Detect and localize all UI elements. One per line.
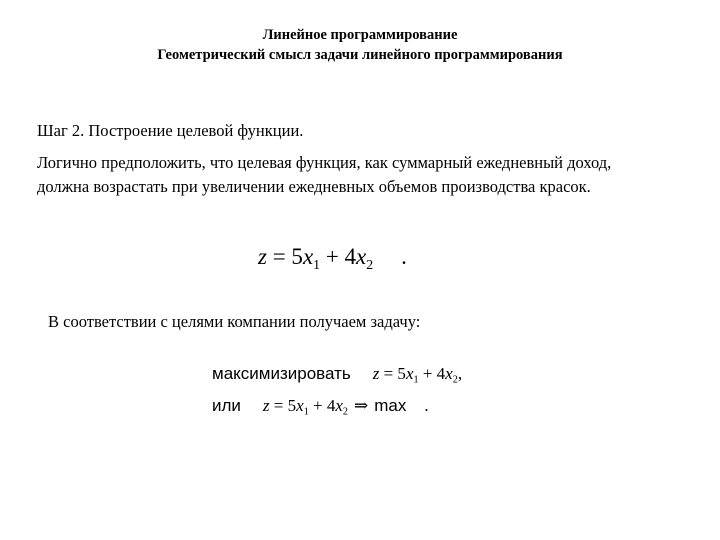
formula-variable-x1: x	[302, 244, 314, 269]
page-subtitle: Геометрический смысл задачи линейного программирования	[157, 47, 563, 63]
step-heading: Шаг 2. Построение целевой функции.	[37, 121, 304, 140]
formula-subscript-1: 1	[303, 406, 309, 418]
formula-variable-x1: x	[405, 364, 414, 383]
max-label: max	[374, 396, 407, 415]
formula-variable-x2: x	[335, 396, 343, 415]
formula-subscript-1: 1	[413, 374, 419, 386]
formula-subscript-2: 2	[452, 374, 458, 386]
maximize-formula	[212, 364, 462, 384]
formula-variable-z: z	[262, 396, 270, 415]
formula-eq-coef: = 5	[266, 244, 303, 269]
implies-arrow-icon: ⇒	[354, 396, 369, 415]
formula-plus-coef: + 4	[308, 396, 336, 415]
formula-variable-z: z	[372, 364, 380, 383]
formula-eq-coef: = 5	[269, 396, 297, 415]
paragraph-line-2: должна возрастать при увеличении ежедневных объемов производства красок.	[37, 177, 591, 196]
or-formula	[212, 396, 429, 416]
formula-subscript-1: 1	[313, 256, 321, 272]
formula-subscript-2: 2	[366, 256, 374, 272]
page-title: Линейное программирование	[262, 27, 458, 43]
formula-subscript-2: 2	[342, 406, 349, 418]
objective-function-formula	[258, 244, 407, 270]
formula-period: .	[401, 244, 407, 269]
formula-eq-coef: = 5	[379, 364, 406, 383]
or-label: или	[212, 396, 241, 415]
formula-comma: ,	[457, 364, 463, 383]
task-intro: В соответствии с целями компании получаем задачу:	[48, 312, 421, 331]
formula-plus-coef: + 4	[320, 244, 357, 269]
formula-variable-x2: x	[445, 364, 453, 383]
formula-variable-x1: x	[296, 396, 304, 415]
formula-variable-z: z	[258, 244, 267, 269]
formula-period: .	[424, 396, 429, 415]
maximize-label: максимизировать	[212, 364, 351, 383]
formula-plus-coef: + 4	[418, 364, 446, 383]
formula-variable-x2: x	[356, 244, 367, 269]
paragraph-line-1: Логично предположить, что целевая функция, как суммарный ежедневный доход,	[37, 153, 612, 172]
